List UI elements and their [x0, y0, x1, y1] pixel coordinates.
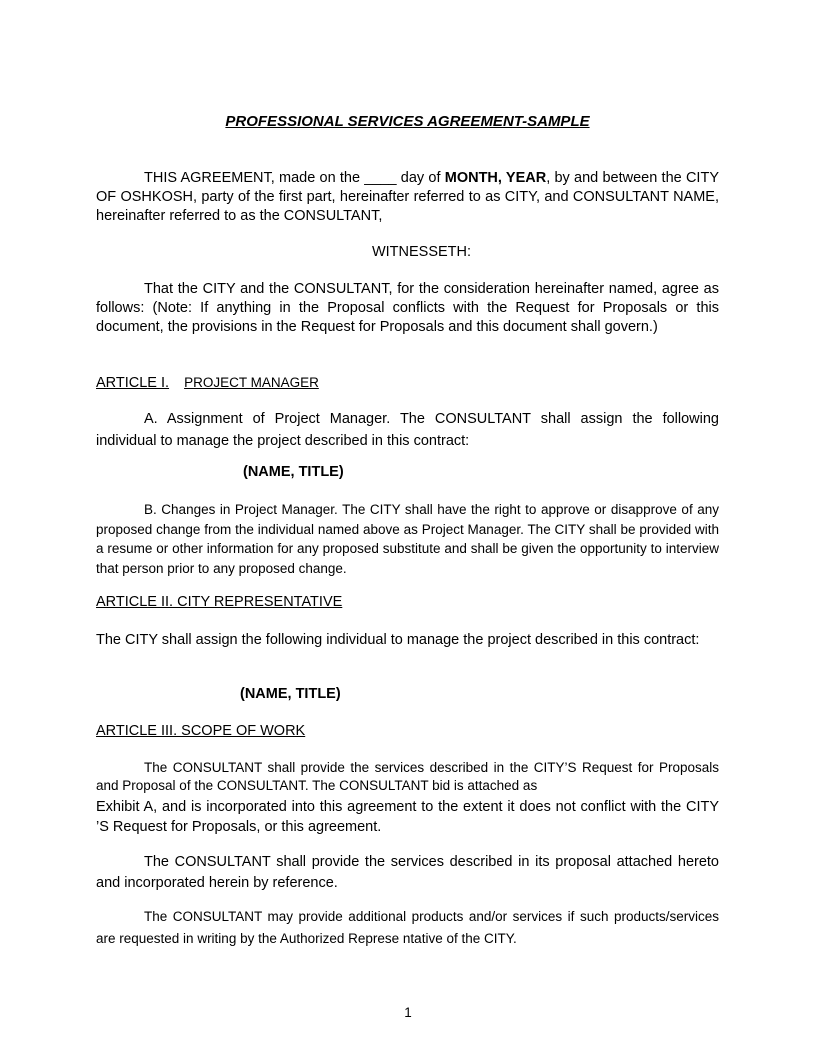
article-3-para-1b: Exhibit A, and is incorporated into this agreement to the extent it does not conflict with the CITY ’S Request for Proposals, or this agreement. [96, 799, 719, 835]
article-1-para-a: A. Assignment of Project Manager. The CONSULTANT shall assign the following individual to manage the project described in this contract: [96, 411, 719, 449]
document-title: PROFESSIONAL SERVICES AGREEMENT-SAMPLE [225, 113, 590, 130]
intro-text-2: , by and between the CITY OF OSHKOSH, party of the first part, hereinafter referred to as CITY, and CONSULTANT NAME, hereinafter referred to as the CONSULTANT, [96, 170, 719, 224]
agree-paragraph: That the CITY and the CONSULTANT, for the consideration hereinafter named, agree as follows: (Note: If anything in the Proposal conflicts with the Request for Proposals or this document, the provisions in the Request for Proposals and this document shall govern.) [96, 281, 719, 335]
article-2-para: The CITY shall assign the following individual to manage the project described in this contract: [96, 632, 700, 648]
article-3-para-2: The CONSULTANT shall provide the services described in its proposal attached hereto and incorporated herein by reference. [96, 854, 719, 891]
project-manager-name-title: (NAME, TITLE) [243, 464, 344, 480]
witnesseth: WITNESSETH: [371, 244, 472, 260]
intro-paragraph [96, 169, 719, 226]
article-3-para-3: The CONSULTANT may provide additional products and/or services if such products/services are requested in writing by the Authorized Represe ntative of the CITY. [96, 909, 719, 946]
article-3-para-1a: The CONSULTANT shall provide the services described in the CITY’S Request for Proposals and Proposal of the CONSULTANT. The CONSULTANT bid is attached as [96, 760, 719, 793]
article-1-title: PROJECT MANAGER [184, 375, 319, 390]
page-number: 1 [404, 1005, 412, 1020]
article-3-heading: ARTICLE III. SCOPE OF WORK [96, 723, 306, 739]
article-1-label: ARTICLE I. [96, 375, 170, 391]
city-representative-name-title: (NAME, TITLE) [240, 686, 341, 702]
intro-text-1: THIS AGREEMENT, made on the ____ day of [144, 170, 445, 186]
article-1-para-b: B. Changes in Project Manager. The CITY shall have the right to approve or disapprove of any proposed change from the individual named above as Project Manager. The CITY shall be provided with a resume or other information for any proposed substitute and shall be given the opportunity to interview that person prior to any proposed change. [96, 502, 719, 576]
article-2-heading: ARTICLE II. CITY REPRESENTATIVE [96, 594, 343, 610]
intro-date: MONTH, YEAR [444, 170, 547, 186]
article-1-heading [96, 373, 319, 393]
